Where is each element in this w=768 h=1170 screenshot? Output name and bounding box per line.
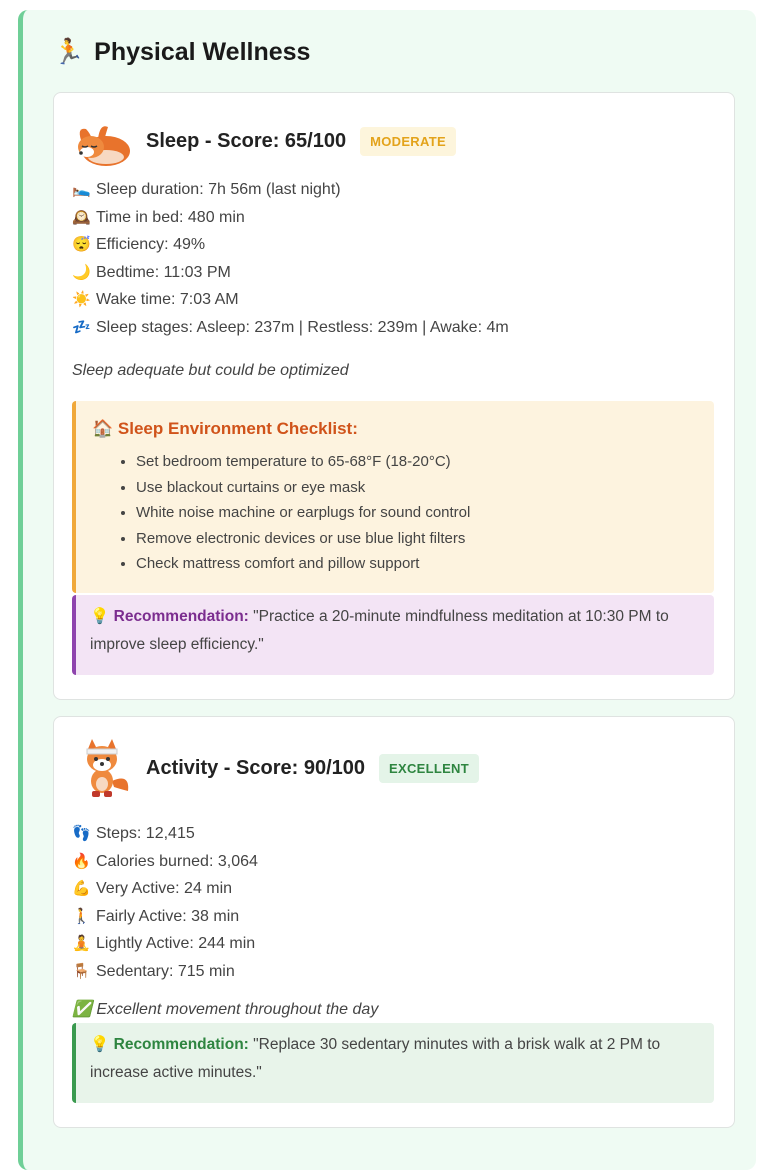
flexed-biceps-icon: 💪	[72, 880, 91, 897]
activity-metric-lightly-active: 🧘 Lightly Active: 244 min	[72, 930, 258, 958]
sleep-metric-stages: 💤 Sleep stages: Asleep: 237m | Restless: 239m | Awake: 4m	[72, 314, 509, 342]
recommendation-label: Recommendation:	[113, 1036, 249, 1053]
activity-metric-sedentary: 🪑 Sedentary: 715 min	[72, 958, 258, 986]
activity-card	[53, 716, 735, 1128]
list-item: • Remove electronic devices or use blue light filters	[136, 526, 470, 552]
meditating-person-icon: 🧘	[72, 935, 91, 952]
sleep-metric-efficiency: 😴 Efficiency: 49%	[72, 231, 509, 259]
sleeping-face-icon: 😴	[72, 236, 91, 253]
sleep-score-title: Sleep - Score: 65/100	[146, 129, 347, 152]
activity-recommendation	[72, 1023, 714, 1103]
physical-wellness-panel	[18, 10, 756, 1170]
sleep-card-header	[72, 113, 456, 169]
fire-icon: 🔥	[72, 852, 91, 870]
activity-card-header	[72, 737, 479, 799]
check-mark-icon: ✅	[72, 1001, 92, 1018]
bed-icon: 🛌	[72, 181, 91, 198]
sleep-metric-bedtime: 🌙 Bedtime: 11:03 PM	[72, 259, 509, 287]
sleep-metric-wake-time: ☀️ Wake time: 7:03 AM	[72, 286, 509, 314]
moon-icon: 🌙	[72, 263, 91, 281]
clock-icon: 🕰️	[72, 208, 91, 226]
walking-person-icon: 🚶	[72, 907, 91, 925]
house-icon: 🏠	[92, 419, 114, 438]
sleep-metrics-list	[72, 176, 509, 341]
list-item: • White noise machine or earplugs for sound control	[136, 500, 470, 526]
activity-score-title: Activity - Score: 90/100	[146, 756, 365, 779]
lightbulb-icon: 💡	[90, 608, 110, 625]
sleep-environment-checklist	[72, 401, 714, 593]
recommendation-label: Recommendation:	[113, 608, 249, 625]
activity-metric-very-active: 💪 Very Active: 24 min	[72, 875, 258, 903]
sleeping-fox-icon	[72, 113, 134, 169]
footprints-icon: 👣	[72, 825, 91, 842]
checklist-items	[120, 449, 470, 577]
sleep-recommendation	[72, 595, 714, 675]
activity-metrics-list	[72, 820, 258, 985]
sleep-metric-duration: 🛌 Sleep duration: 7h 56m (last night)	[72, 176, 509, 204]
sun-icon: ☀️	[72, 291, 91, 308]
running-fox-icon	[72, 737, 134, 799]
checklist-title: 🏠 Sleep Environment Checklist:	[92, 419, 358, 438]
chair-icon: 🪑	[72, 962, 91, 980]
activity-metric-steps: 👣 Steps: 12,415	[72, 820, 258, 848]
activity-summary-note: ✅ Excellent movement throughout the day	[72, 1001, 379, 1018]
section-title	[53, 38, 310, 67]
runner-icon: 🏃	[53, 38, 85, 66]
sleep-status-badge: MODERATE	[360, 127, 456, 156]
activity-metric-calories: 🔥 Calories burned: 3,064	[72, 848, 258, 876]
sleep-metric-time-in-bed: 🕰️ Time in bed: 480 min	[72, 204, 509, 232]
list-item: • Use blackout curtains or eye mask	[136, 475, 470, 501]
zzz-icon: 💤	[72, 318, 91, 336]
lightbulb-icon: 💡	[90, 1036, 110, 1053]
list-item: • Check mattress comfort and pillow support	[136, 551, 470, 577]
recommendation-text: "Practice a 20-minute mindfulness meditation at 10:30 PM to improve sleep efficiency."	[90, 608, 669, 653]
recommendation-text: "Replace 30 sedentary minutes with a brisk walk at 2 PM to increase active minutes."	[90, 1036, 661, 1081]
section-title-text: Physical Wellness	[94, 38, 311, 66]
list-item: • Set bedroom temperature to 65-68°F (18-20°C)	[136, 449, 470, 475]
sleep-summary-note: Sleep adequate but could be optimized	[72, 362, 349, 379]
sleep-card	[53, 92, 735, 700]
activity-metric-fairly-active: 🚶 Fairly Active: 38 min	[72, 903, 258, 931]
activity-status-badge: EXCELLENT	[379, 754, 479, 783]
